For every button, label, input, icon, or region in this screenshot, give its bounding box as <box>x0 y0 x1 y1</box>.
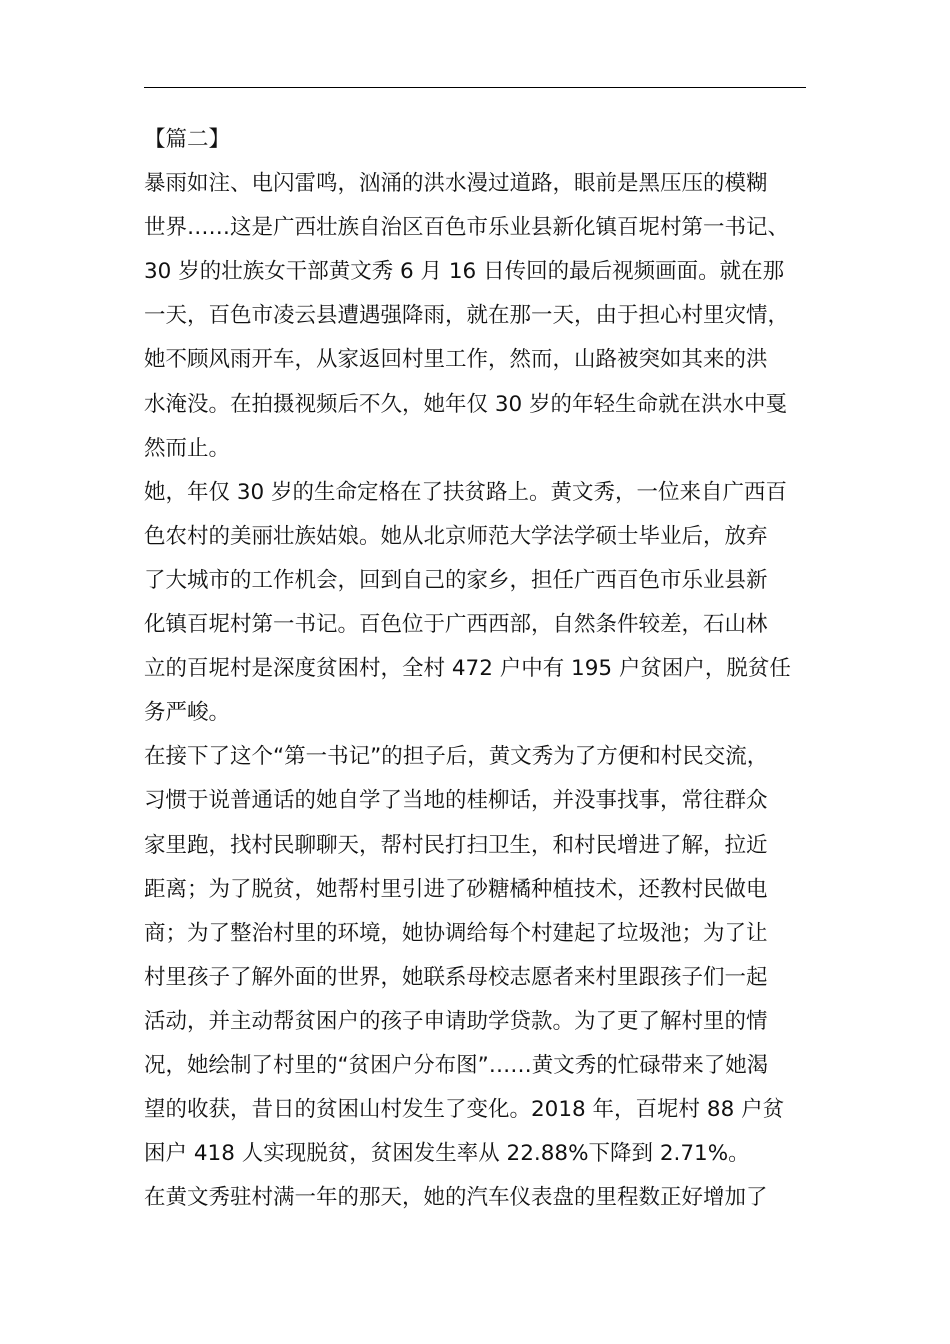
text-line: 家里跑，找村民聊聊天，帮村民打扫卫生，和村民增进了解，拉近 <box>144 832 768 858</box>
text-line: 距离；为了脱贫，她帮村里引进了砂糖橘种植技术，还教村民做电 <box>144 876 768 902</box>
section-title: 【篇二】 <box>144 127 231 152</box>
header-rule <box>144 87 806 88</box>
text-line: 然而止。 <box>144 435 231 461</box>
text-line: 望的收获，昔日的贫困山村发生了变化。2018 年，百坭村 88 户贫 <box>144 1097 785 1123</box>
text-line: 困户 418 人实现脱贫，贫困发生率从 22.88%下降到 2.71%。 <box>144 1141 750 1167</box>
text-line: 一天，百色市凌云县遭遇强降雨，就在那一天，由于担心村里灾情， <box>144 303 790 329</box>
text-line: 习惯于说普通话的她自学了当地的桂柳话，并没事找事，常往群众 <box>144 788 768 814</box>
text-line: 在接下了这个“第一书记”的担子后，黄文秀为了方便和村民交流， <box>144 744 769 770</box>
text-line: 活动，并主动帮贫困户的孩子申请助学贷款。为了更了解村里的情 <box>144 1008 768 1034</box>
text-line: 她，年仅 30 岁的生命定格在了扶贫路上。黄文秀，一位来自广西百 <box>144 479 788 505</box>
text-line: 了大城市的工作机会，回到自己的家乡，担任广西百色市乐业县新 <box>144 567 768 593</box>
text-line: 色农村的美丽壮族姑娘。她从北京师范大学法学硕士毕业后，放弃 <box>144 523 768 549</box>
text-line: 在黄文秀驻村满一年的那天，她的汽车仪表盘的里程数正好增加了 <box>144 1185 768 1211</box>
text-line: 世界……这是广西壮族自治区百色市乐业县新化镇百坭村第一书记、 <box>144 215 790 241</box>
text-line: 务严峻。 <box>144 700 231 726</box>
text-line: 暴雨如注、电闪雷鸣，汹涌的洪水漫过道路，眼前是黑压压的模糊 <box>144 171 768 197</box>
text-line: 30 岁的壮族女干部黄文秀 6 月 16 日传回的最后视频画面。就在那 <box>144 259 785 285</box>
text-line: 商；为了整治村里的环境，她协调给每个村建起了垃圾池；为了让 <box>144 920 768 946</box>
text-line: 立的百坭村是深度贫困村，全村 472 户中有 195 户贫困户，脱贫任 <box>144 656 791 682</box>
text-line: 水淹没。在拍摄视频后不久，她年仅 30 岁的年轻生命就在洪水中戛 <box>144 391 788 417</box>
text-line: 她不顾风雨开车，从家返回村里工作，然而，山路被突如其来的洪 <box>144 347 768 373</box>
text-line: 况，她绘制了村里的“贫困户分布图”……黄文秀的忙碌带来了她渴 <box>144 1052 769 1078</box>
text-line: 村里孩子了解外面的世界，她联系母校志愿者来村里跟孩子们一起 <box>144 964 768 990</box>
document-body <box>144 118 806 1220</box>
text-line: 化镇百坭村第一书记。百色位于广西西部，自然条件较差，石山林 <box>144 612 768 638</box>
